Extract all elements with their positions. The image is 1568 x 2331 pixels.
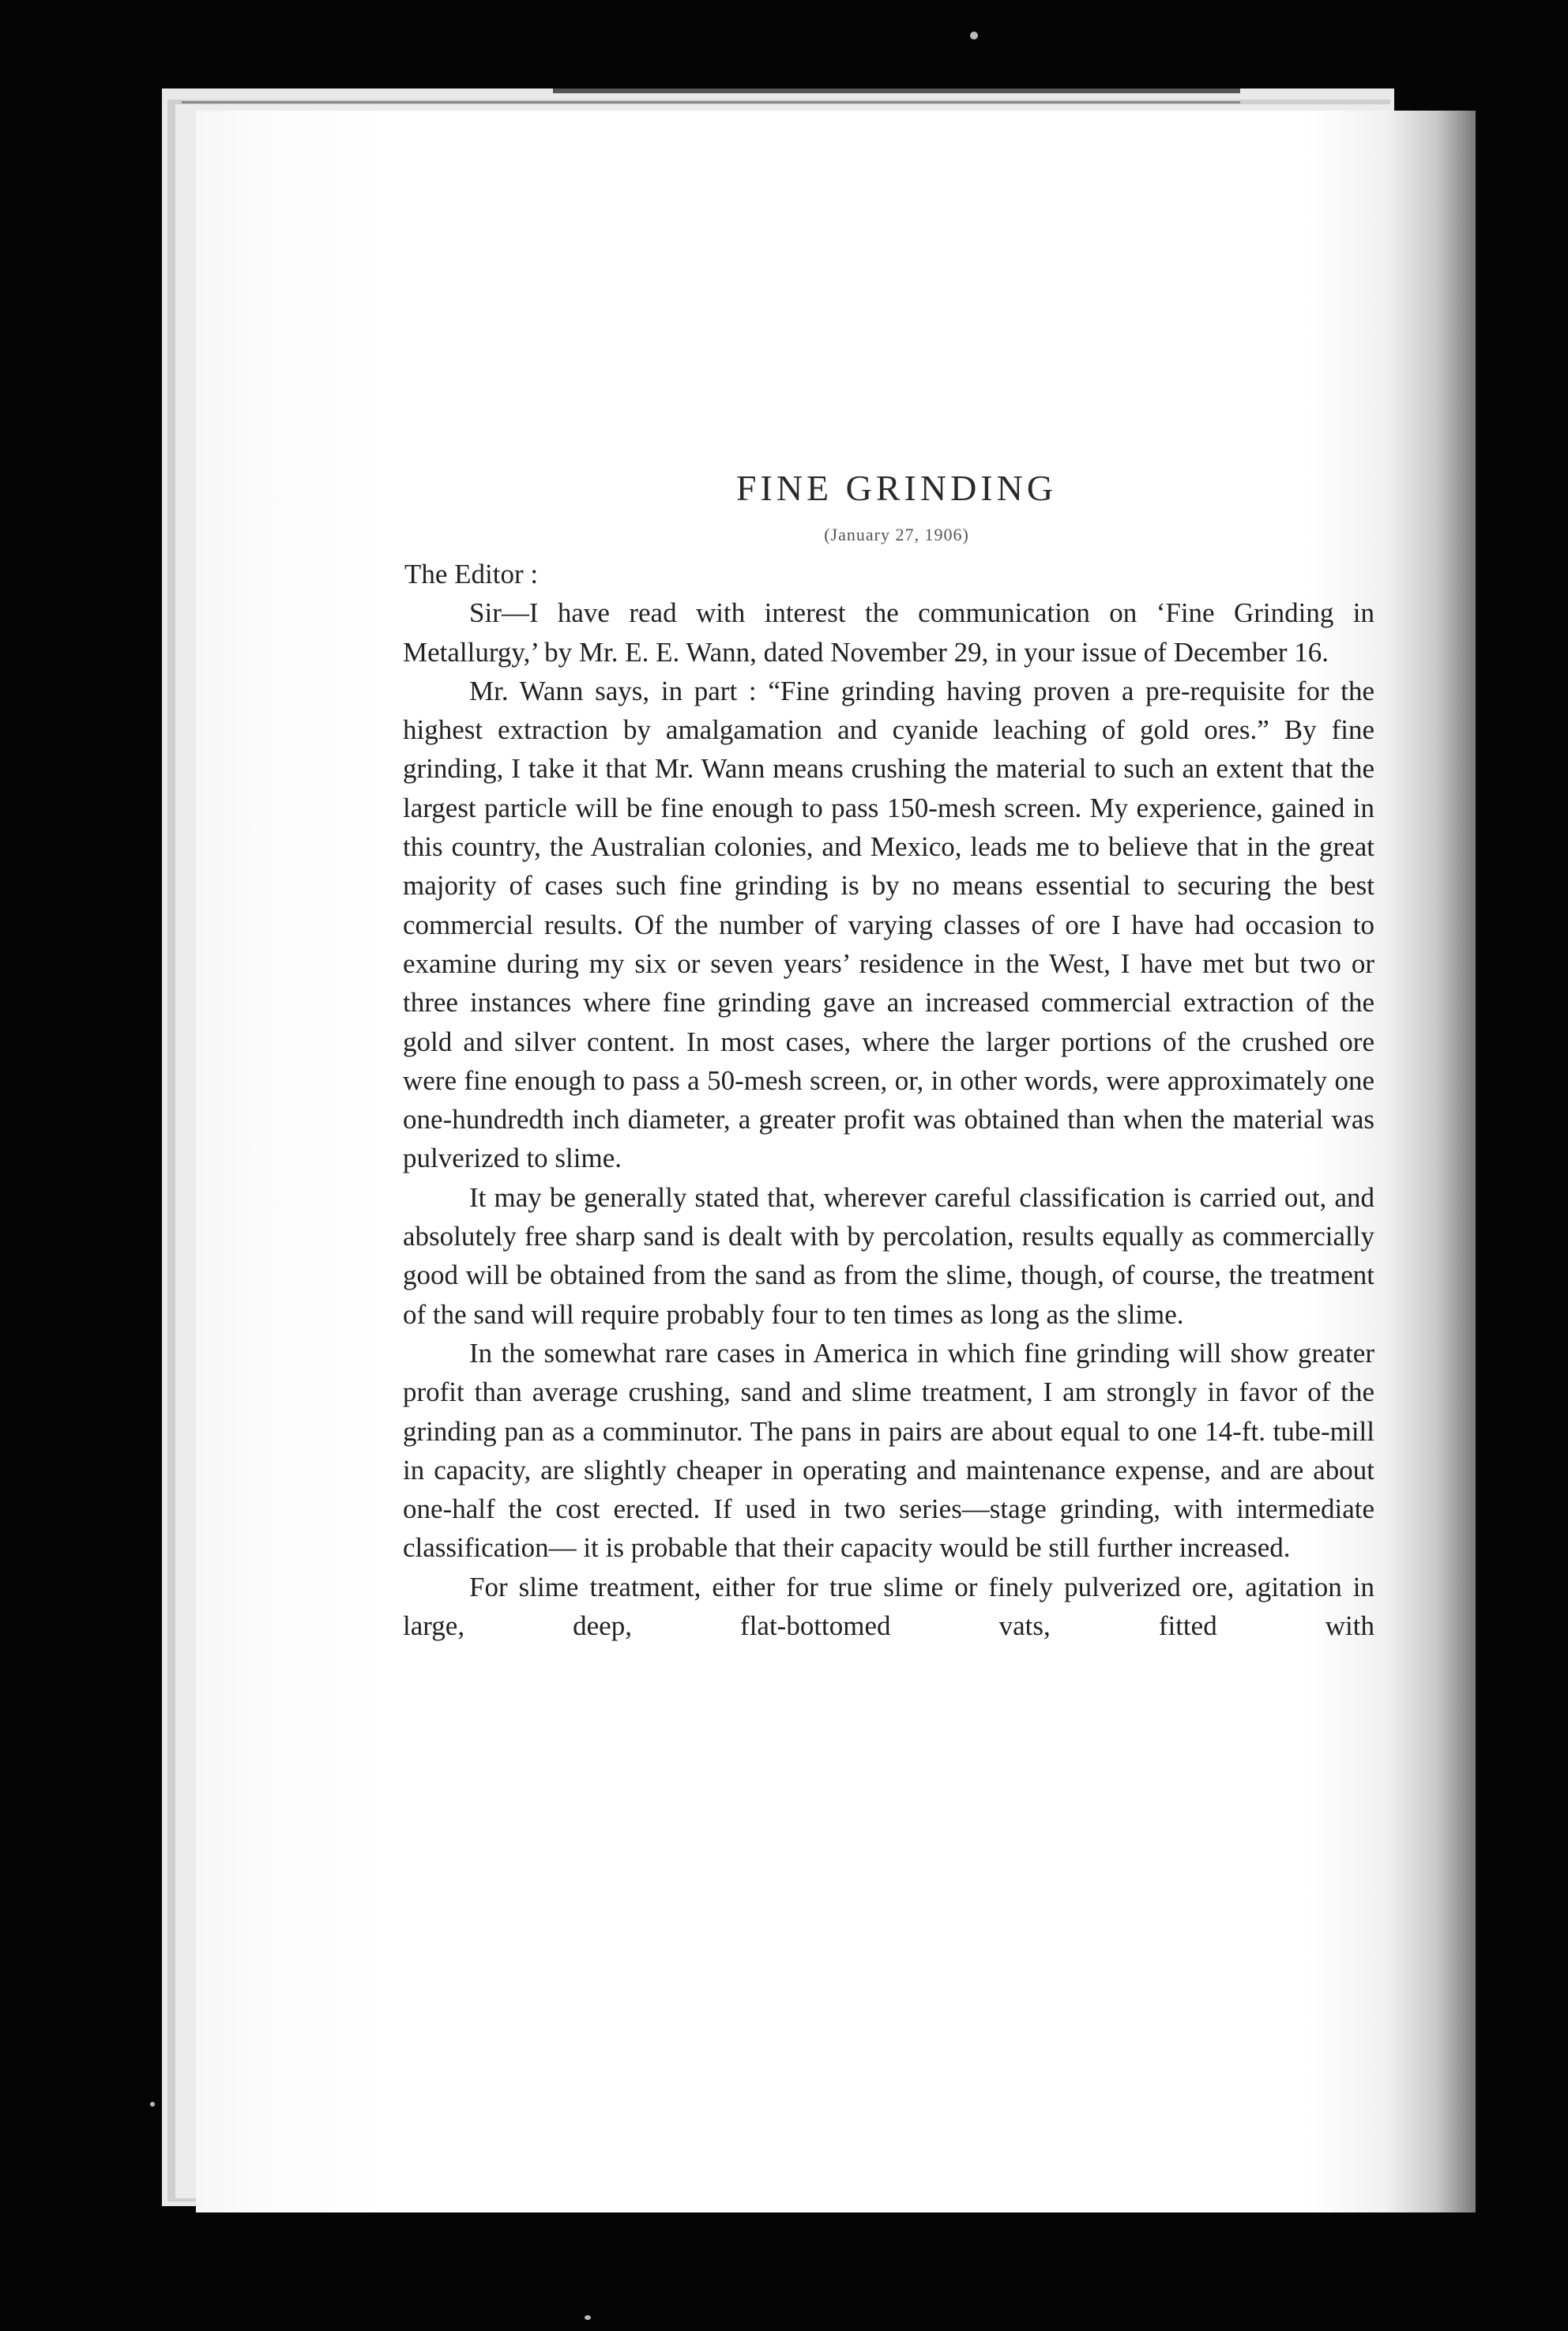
film-speck [150,2102,155,2107]
page-top-edge [182,101,1240,104]
article-body [403,593,1374,1645]
article-dateline: (January 27, 1906) [824,525,969,544]
article [403,465,1374,1645]
paragraph: In the somewhat rare cases in America in which fine grinding will show greater profit than average crushing, sand and slime treatment, I am strongly in favor of the grinding pan as a comminutor. The pans in pairs are about equal to one 14-ft. tube-mill in capacity, are slightly cheaper in operating and maintenance expense, and are about one-half the cost erected. If used in two series—stage grinding, with intermediate classification— it is probable that their capacity would be still further increased. [403,1337,1374,1564]
paragraph: For slime treatment, either for true slime or finely pulverized ore, agitation in large, deep, flat-bottomed vats, fitted with [403,1571,1374,1642]
article-title: FINE GRINDING [735,468,1058,508]
page-top-edge [553,88,1240,93]
paragraph: Mr. Wann says, in part : “Fine grinding having proven a pre-requisite for the highest extraction by amalgamation and cyanide leaching of gold ores.” By fine grinding, I take it that Mr. Wann means crushing the material to such an extent that the largest particle will be fine enough to pass 150-mesh screen. My experience, gained in this country, the Australian colonies, and Mexico, leads me to believe that in the great majority of cases such fine grinding is by no means essential to securing the best commercial results. Of the number of varying classes of ore I have had occasion to examine during my six or seven years’ residence in the West, I have met but two or three instances where fine grinding gave an increased commercial extraction of the gold and silver content. In most cases, where the larger portions of the crushed ore were fine enough to pass a 50-mesh screen, or, in other words, were approximately one one-hundredth inch diameter, a greater profit was obtained than when the material was pulverized to slime. [403,675,1374,1174]
film-speck [585,2315,591,2320]
paragraph: Sir—I have read with interest the communication on ‘Fine Grinding in Metallurgy,’ by Mr. E. E. Wann, dated November 29, in your issue of December 16. [403,597,1374,668]
salutation: The Editor : [404,559,539,589]
paragraph: It may be generally stated that, wherever careful classification is carried out, and absolutely free sharp sand is dealt with by percolation, results equally as commercially good will be obtained from the sand as from the slime, though, of course, the treatment of the sand will require probably four to ten times as long as the slime. [403,1181,1374,1330]
film-speck [970,32,978,40]
